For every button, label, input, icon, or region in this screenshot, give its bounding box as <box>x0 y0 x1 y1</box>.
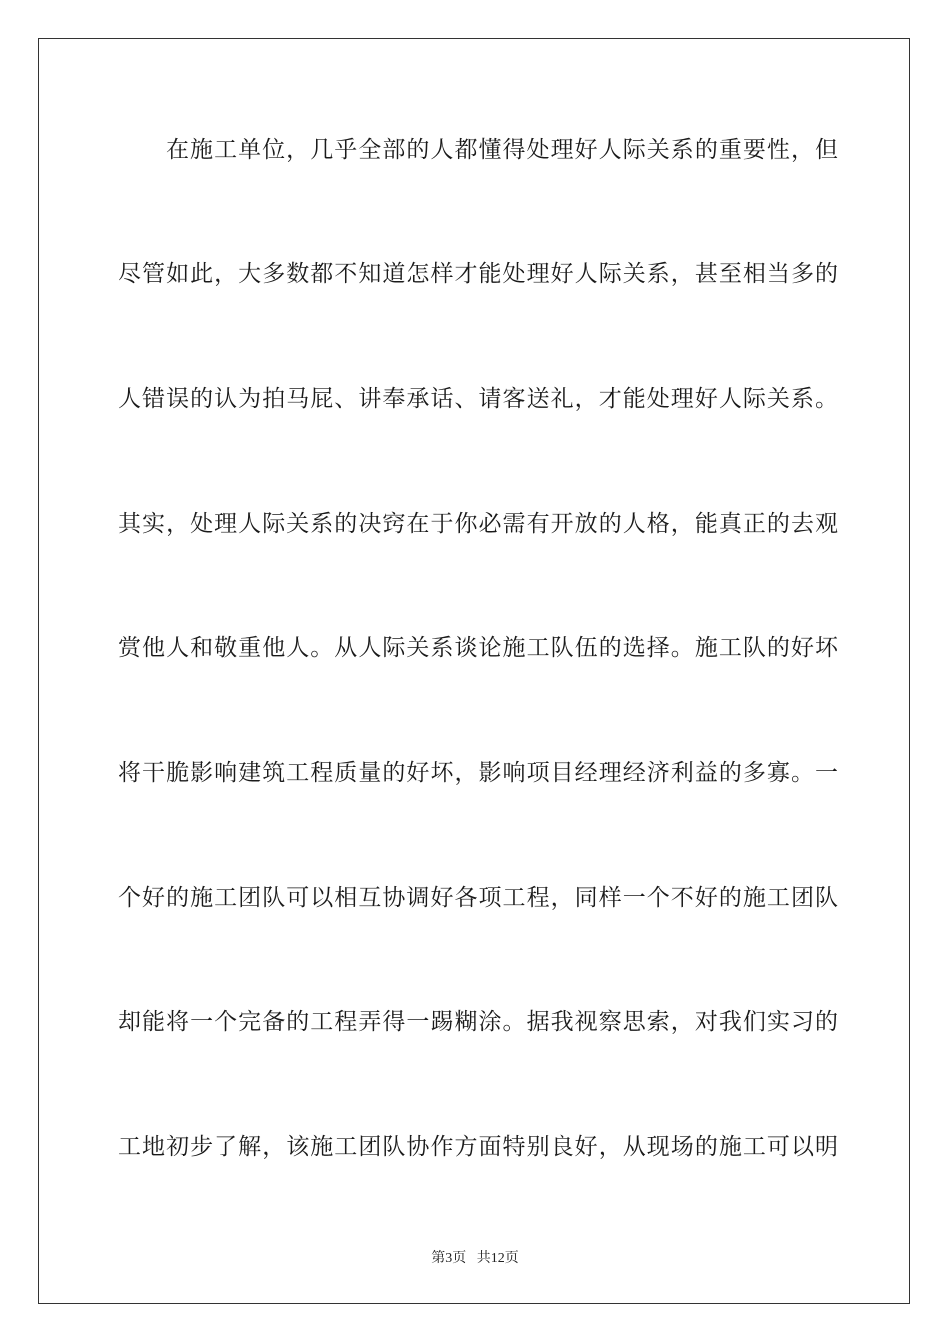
text-line: 其实，处理人际关系的决窍在于你必需有开放的人格，能真正的去观 <box>118 511 838 537</box>
page-footer <box>0 1247 950 1267</box>
text-line: 赏他人和敬重他人。从人际关系谈论施工队伍的选择。施工队的好坏 <box>118 635 838 661</box>
text-line: 工地初步了解，该施工团队协作方面特别良好，从现场的施工可以明 <box>118 1134 838 1160</box>
page-number: 第3页 <box>431 1251 467 1266</box>
page-total: 共12页 <box>476 1251 519 1266</box>
text-line: 却能将一个完备的工程弄得一踢糊涂。据我视察思索，对我们实习的 <box>118 1009 838 1035</box>
page-border <box>38 38 910 1304</box>
text-line: 人错误的认为拍马屁、讲奉承话、请客送礼，才能处理好人际关系。 <box>118 386 838 412</box>
text-line: 将干脆影响建筑工程质量的好坏，影响项目经理经济利益的多寡。一 <box>118 760 838 786</box>
text-line: 个好的施工团队可以相互协调好各项工程，同样一个不好的施工团队 <box>118 885 838 911</box>
text-line: 在施工单位，几乎全部的人都懂得处理好人际关系的重要性，但 <box>166 137 838 163</box>
text-line: 尽管如此，大多数都不知道怎样才能处理好人际关系，甚至相当多的 <box>118 261 838 287</box>
